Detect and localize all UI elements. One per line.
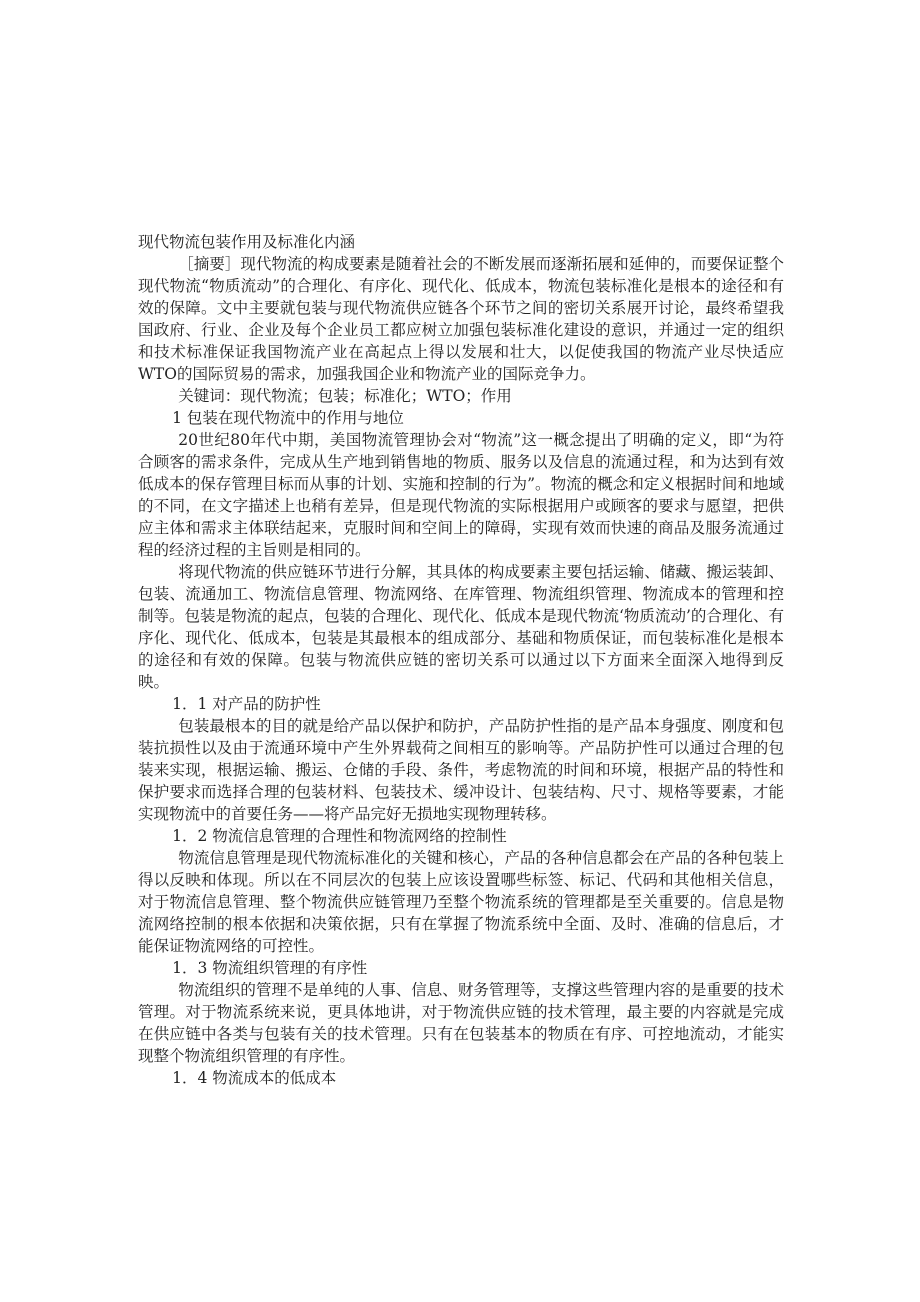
section-heading-1-3: 1．3 物流组织管理的有序性: [172, 959, 368, 977]
section-heading-1-1: 1．1 对产品的防护性: [172, 695, 321, 713]
paragraph-organization: 物流组织的管理不是单纯的人事、信息、财务管理等，支撑这些管理内容的是重要的技术管理。对于物流系统来说，更具体地讲，对于物流供应链的技术管理，最主要的内容就是完成在供应链中各类与包装有关的技术管理。只有在包装基本的物质在有序、可控地流动，才能实现整个物流组织管理的有序性。: [138, 981, 784, 1065]
abstract-paragraph: ［摘要］现代物流的构成要素是随着社会的不断发展而逐渐拓展和延伸的，而要保证整个现代物流“物质流动”的合理化、有序化、现代化、低成本，物流包装标准化是根本的途径和有效的保障。文中主要就包装与现代物流供应链各个环节之间的密切关系展开讨论，最终希望我国政府、行业、企业及每个企业员工都应树立加强包装标准化建设的意识，并通过一定的组织和技术标准保证我国物流产业在高起点上得以发展和壮大，以促使我国的物流产业尽快适应WTO的国际贸易的需求，加强我国企业和物流产业的国际竞争力。: [138, 255, 784, 383]
section-heading-1-4: 1．4 物流成本的低成本: [172, 1069, 337, 1087]
document-title: 现代物流包装作用及标准化内涵: [138, 233, 356, 251]
paragraph-definition: 20世纪80年代中期，美国物流管理协会对“物流”这一概念提出了明确的定义，即“为符合顾客的需求条件，完成从生产地到销售地的物质、服务以及信息的流通过程，和为达到有效低成本的保存管理目标而从事的计划、实施和控制的行为”。物流的概念和定义根据时间和地域的不同，在文字描述上也稍有差异，但是现代物流的实际根据用户或顾客的要求与愿望，把供应主体和需求主体联结起来，克服时间和空间上的障碍，实现有效而快速的商品及服务流通过程的经济过程的主旨则是相同的。: [138, 431, 784, 559]
paragraph-supply-chain: 将现代物流的供应链环节进行分解，其具体的构成要素主要包括运输、储藏、搬运装卸、包装、流通加工、物流信息管理、物流网络、在库管理、物流组织管理、物流成本的管理和控制等。包装是物流的起点，包装的合理化、现代化、低成本是现代物流‘物质流动’的合理化、有序化、现代化、低成本，包装是其最根本的组成部分、基础和物质保证，而包装标准化是根本的途径和有效的保障。包装与物流供应链的密切关系可以通过以下方面来全面深入地得到反映。: [138, 563, 784, 691]
section-heading-1-2: 1．2 物流信息管理的合理性和物流网络的控制性: [172, 827, 507, 845]
section-heading-1: 1 包装在现代物流中的作用与地位: [172, 409, 404, 427]
keywords-line: 关键词：现代物流；包装；标准化；WTO；作用: [178, 387, 512, 405]
paragraph-protection: 包装最根本的目的就是给产品以保护和防护，产品防护性指的是产品本身强度、刚度和包装抗损性以及由于流通环境中产生外界载荷之间相互的影响等。产品防护性可以通过合理的包装来实现，根据运输、搬运、仓储的手段、条件，考虑物流的时间和环境，根据产品的特性和保护要求而选择合理的包装材料、包装技术、缓冲设计、包装结构、尺寸、规格等要素，才能实现物流中的首要任务——将产品完好无损地实现物理转移。: [138, 717, 784, 823]
paragraph-information: 物流信息管理是现代物流标准化的关键和核心，产品的各种信息都会在产品的各种包装上得以反映和体现。所以在不同层次的包装上应该设置哪些标签、标记、代码和其他相关信息，对于物流信息管理、整个物流供应链管理乃至整个物流系统的管理都是至关重要的。信息是物流网络控制的根本依据和决策依据，只有在掌握了物流系统中全面、及时、准确的信息后，才能保证物流网络的可控性。: [138, 849, 784, 955]
document-page: [138, 231, 784, 1089]
